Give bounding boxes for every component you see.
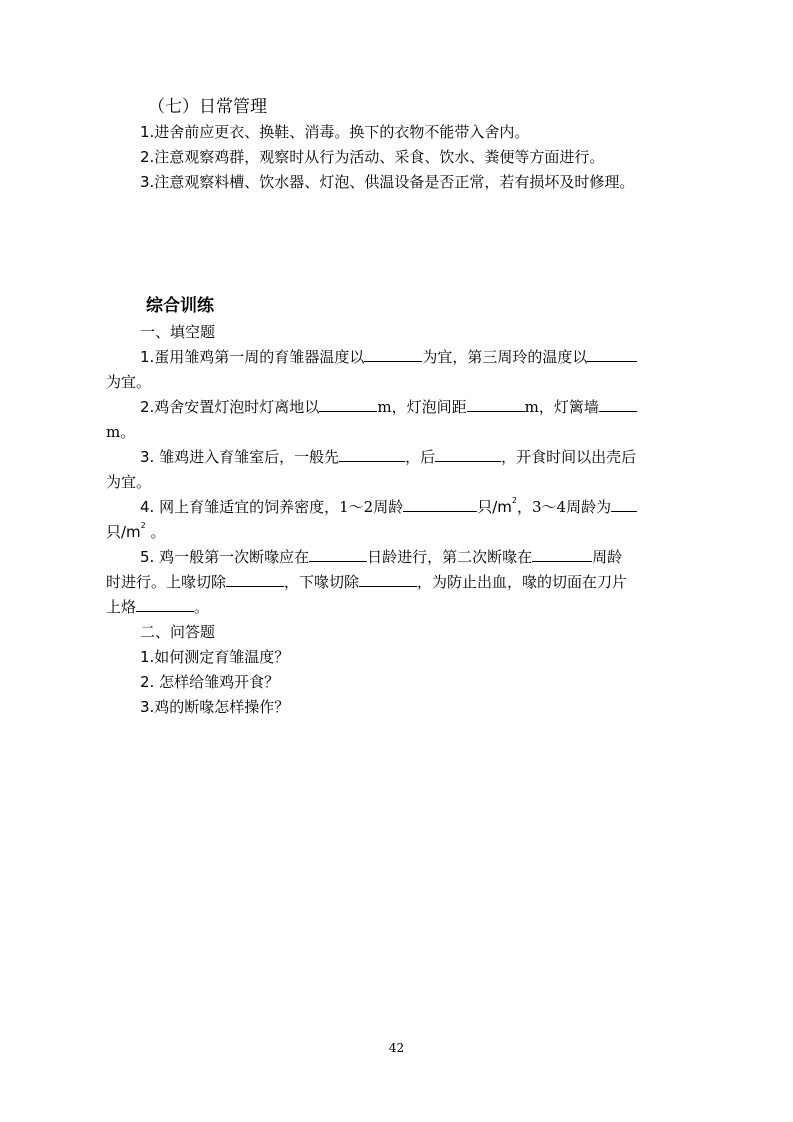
q5-blank-1	[309, 547, 367, 562]
q2-blank-3	[599, 397, 637, 412]
q5-text-f: ，为防止出血，喙的切面在刀片	[417, 573, 628, 591]
question-5-line-2	[106, 572, 627, 592]
q3-blank-2	[435, 447, 501, 462]
question-1-line-1	[140, 347, 637, 367]
q5-text-e: ，下喙切除	[284, 573, 360, 591]
q2-text-a: 2.鸡舍安置灯泡时灯离地以	[140, 398, 320, 416]
q5-blank-2	[532, 547, 592, 562]
q3-text-c: ，开食时间以出壳后	[501, 448, 637, 466]
q5-text-g: 上烙	[106, 598, 137, 616]
question-3-line-2	[106, 472, 151, 492]
question-1-line-2	[106, 372, 151, 392]
q5-text-a: 5. 鸡一般第一次断喙应在	[140, 548, 310, 566]
qa-item-3: 3.鸡的断喙怎样操作？	[140, 698, 290, 716]
q5-blank-3	[226, 572, 284, 587]
question-2-line-1	[140, 397, 637, 417]
qa-heading: 二、问答题	[140, 623, 216, 641]
q2-text-g: 。	[120, 423, 136, 441]
q4-range-2: 3～4	[531, 498, 567, 516]
page-number: 42	[388, 1041, 405, 1055]
q2-text-e: ，灯篱墙	[538, 398, 599, 416]
q4-text-c: 周龄	[373, 498, 404, 516]
q4-range-1: 1～2	[339, 498, 374, 516]
q5-blank-4	[359, 572, 417, 587]
q4-text-h: 周龄为	[566, 498, 612, 516]
q1-blank-1	[364, 347, 422, 362]
q4-text-d: 只/m	[477, 498, 512, 516]
daily-item-3: 3.注意观察料槽、饮水器、灯泡、供温设备是否正常，若有损坏及时修理。	[140, 173, 635, 191]
training-title: 综合训练	[146, 296, 214, 316]
q4-blank-2	[611, 497, 637, 512]
question-2-line-2	[106, 422, 135, 442]
q5-text-h: 。	[194, 598, 210, 616]
q1-text-a: 1.蛋用雏鸡第一周的育雏器温度以	[140, 348, 365, 366]
question-4-line-2	[106, 522, 166, 542]
q5-text-c: 周龄	[592, 548, 623, 566]
q3-text-a: 3. 雏鸡进入育雏室后，一般先	[140, 448, 340, 466]
q4-text-k: 。	[145, 523, 166, 541]
q2-text-c: ，灯泡间距	[391, 398, 467, 416]
daily-item-1: 1.进舍前应更衣、换鞋、消毒。换下的衣物不能带入舍内。	[140, 123, 530, 141]
section-title-daily-management: （七）日常管理	[148, 97, 267, 117]
q4-sup-1: 2	[511, 496, 517, 505]
daily-item-2: 2.注意观察鸡群，观察时从行为活动、采食、饮水、粪便等方面进行。	[140, 148, 605, 166]
question-3-line-1	[140, 447, 636, 467]
question-5-line-1	[140, 547, 622, 567]
q4-text-f: ，	[516, 498, 532, 516]
q5-blank-5	[136, 597, 194, 612]
q3-blank-1	[339, 447, 405, 462]
q4-sup-2: 2	[140, 521, 146, 530]
q1-text-b: 为宜，第三周玲的温度以	[422, 348, 588, 366]
q3-text-d: 为宜。	[106, 473, 152, 491]
q2-unit-3: m	[106, 423, 121, 441]
q2-blank-1	[319, 397, 377, 412]
question-4-line-1	[140, 497, 637, 517]
question-5-line-3	[106, 597, 209, 617]
q2-unit-2: m	[524, 398, 539, 416]
q2-blank-2	[467, 397, 525, 412]
q1-text-c: 为宜。	[106, 373, 152, 391]
q4-text-i: 只/m	[106, 523, 141, 541]
q4-blank-1	[403, 497, 477, 512]
q3-text-b: ，后	[405, 448, 436, 466]
q2-unit-1: m	[377, 398, 392, 416]
q4-text-a: 4. 网上育雏适宜的饲养密度，	[140, 498, 340, 516]
q5-text-d: 时进行。上喙切除	[106, 573, 227, 591]
q5-text-b: 日龄进行，第二次断喙在	[367, 548, 533, 566]
qa-item-1: 1.如何测定育雏温度？	[140, 648, 290, 666]
q1-blank-2	[587, 347, 637, 362]
fill-in-heading: 一、填空题	[140, 323, 216, 341]
qa-item-2: 2. 怎样给雏鸡开食？	[140, 673, 280, 691]
